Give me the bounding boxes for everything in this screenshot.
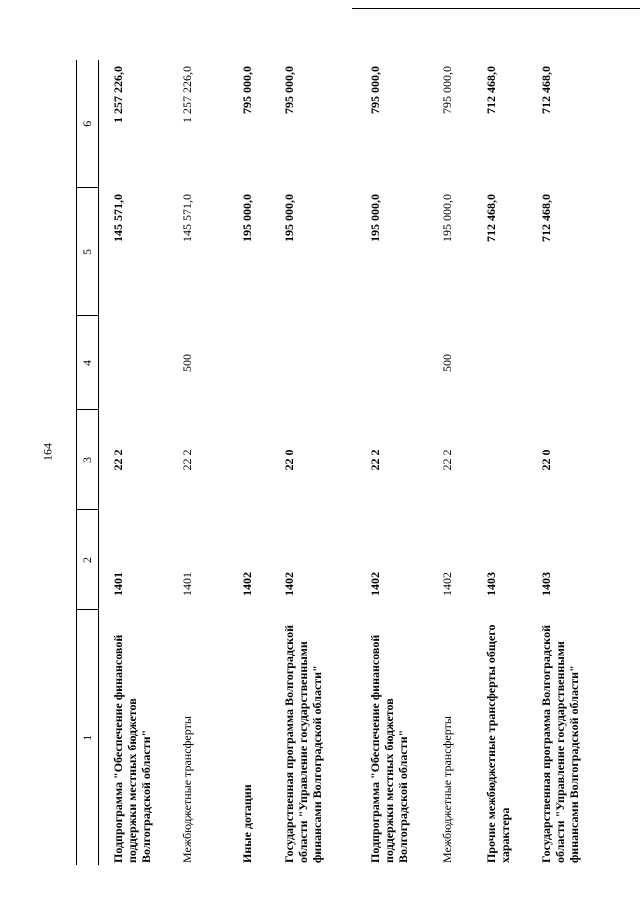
budget-table — [76, 60, 611, 865]
row-value-6: 712 468,0 — [538, 66, 553, 114]
row-program-code: 22 2 — [179, 449, 194, 471]
header-cell-3: 3 — [77, 410, 99, 510]
row-value-6: 795 000,0 — [439, 66, 454, 114]
header-row — [77, 60, 99, 865]
row-type-code — [99, 316, 172, 410]
row-type-code: 500 — [439, 354, 454, 372]
table-row — [531, 60, 611, 865]
table-body — [99, 60, 611, 865]
row-value-6: 1 257 226,0 — [111, 66, 125, 123]
row-program-code: 22 2 — [111, 449, 125, 471]
row-name: Иные дотации — [239, 784, 254, 863]
row-program-code: 22 2 — [367, 449, 382, 471]
header-cell-5: 5 — [77, 188, 99, 316]
row-type-code: 500 — [179, 354, 194, 372]
row-name: Прочие межбюджетные трансферты общего характера — [483, 624, 512, 863]
row-program-code — [232, 410, 274, 510]
row-value-5: 195 000,0 — [281, 194, 296, 242]
header-cell-2: 2 — [77, 510, 99, 610]
row-value-5: 712 468,0 — [538, 194, 553, 242]
row-value-5: 195 000,0 — [367, 194, 382, 242]
budget-table-container — [76, 60, 614, 865]
table-row — [99, 60, 172, 865]
row-type-code — [360, 316, 432, 410]
row-value-6: 795 000,0 — [281, 66, 296, 114]
row-section-code: 1403 — [483, 572, 498, 596]
row-name: Подпрограмма "Обеспечение финансовой поддержки местных бюджетов Волгоградской области" — [367, 634, 410, 863]
table-row — [232, 60, 274, 865]
top-rule — [352, 8, 640, 9]
row-value-5: 712 468,0 — [483, 194, 498, 242]
row-name: Подпрограмма "Обеспечение финансовой поддержки местных бюджетов Волгоградской области" — [111, 634, 153, 863]
row-section-code: 1402 — [439, 572, 454, 596]
row-type-code — [274, 316, 360, 410]
row-program-code — [476, 410, 531, 510]
row-section-code: 1402 — [281, 572, 296, 596]
page-number: 164 — [40, 443, 55, 461]
header-cell-6: 6 — [77, 60, 99, 188]
row-section-code: 1402 — [239, 572, 254, 596]
table-row — [172, 60, 232, 865]
row-value-5: 145 571,0 — [179, 194, 194, 242]
row-type-code — [476, 316, 531, 410]
row-value-6: 795 000,0 — [239, 66, 254, 114]
row-program-code: 22 0 — [538, 449, 553, 471]
row-section-code: 1403 — [538, 572, 553, 596]
table-row — [360, 60, 432, 865]
row-value-6: 795 000,0 — [367, 66, 382, 114]
table-row — [476, 60, 531, 865]
row-value-5: 195 000,0 — [439, 194, 454, 242]
row-name: Государственная программа Волгоградской области "Управление государственными финансами Волгоградской области" — [538, 625, 581, 863]
row-type-code — [531, 316, 611, 410]
row-program-code: 22 0 — [281, 449, 296, 471]
row-name: Межбюджетные трансферты — [439, 716, 454, 863]
row-value-6: 712 468,0 — [483, 66, 498, 114]
row-section-code: 1402 — [367, 572, 382, 596]
row-name: Государственная программа Волгоградской области "Управление государственными финансами Волгоградской области" — [281, 625, 324, 863]
row-section-code: 1401 — [179, 572, 194, 596]
row-value-5: 195 000,0 — [239, 194, 254, 242]
header-cell-4: 4 — [77, 316, 99, 410]
table-row — [432, 60, 476, 865]
header-cell-1: 1 — [77, 610, 99, 865]
table-header — [77, 60, 99, 865]
row-value-6: 1 257 226,0 — [179, 66, 194, 123]
row-section-code: 1401 — [111, 572, 125, 596]
row-program-code: 22 2 — [439, 449, 454, 471]
table-row — [274, 60, 360, 865]
row-value-5: 145 571,0 — [111, 194, 125, 242]
row-type-code — [232, 316, 274, 410]
row-name: Межбюджетные трансферты — [179, 716, 194, 863]
